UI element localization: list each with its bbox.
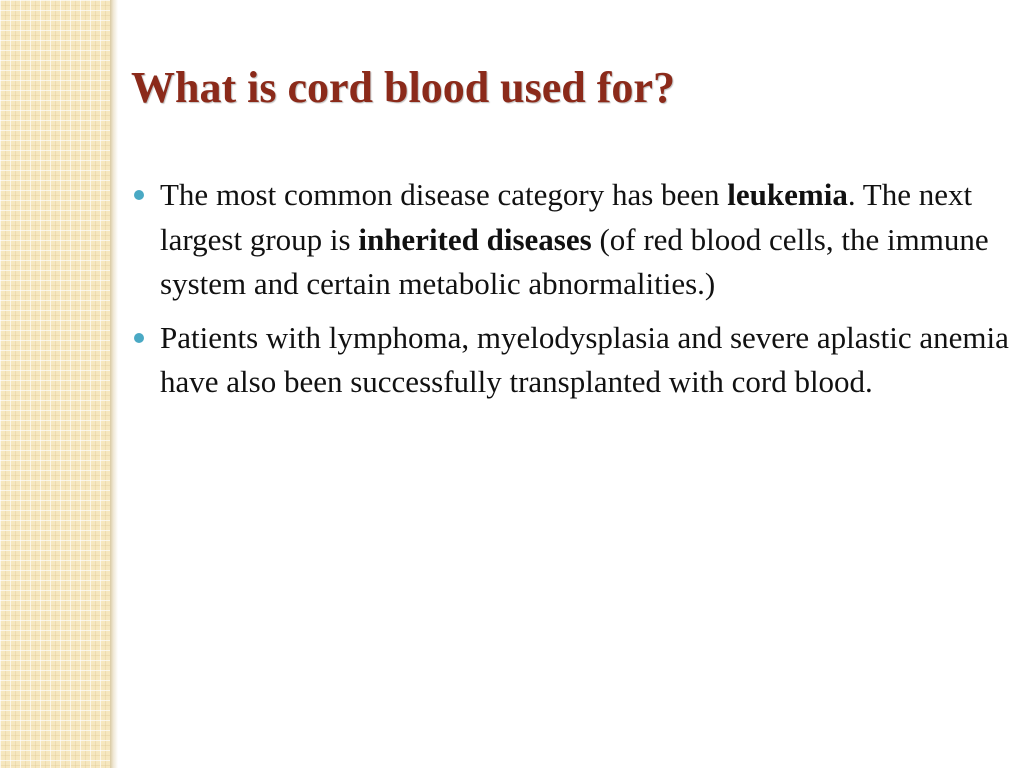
bullet-item-2 [160, 316, 1010, 405]
bullet-dot-icon [134, 190, 144, 200]
bullet-1-bold-leukemia: leukemia [727, 177, 848, 212]
bullet-1-text-part3: (of red blood cells, the immune system and certain metabolic abnormalities.) [160, 221, 989, 301]
bullet-2-text: Patients with lymphoma, myelodysplasia and severe aplastic anemia have also been successfully transplanted with cord blood. [160, 319, 1009, 399]
bullet-1-bold-inherited-diseases: inherited diseases [358, 221, 592, 257]
bullet-1-text-part1: The most common disease category has been [160, 177, 728, 212]
bullet-item-1 [160, 173, 1010, 307]
decorative-side-band [0, 0, 110, 768]
bullet-dot-icon [134, 333, 144, 343]
bullet-1-text-part2: . The next largest group is [160, 177, 973, 257]
slide-title: What is cord blood used for? [131, 63, 675, 112]
side-band-shadow [110, 0, 118, 768]
bullet-list [160, 173, 1010, 414]
